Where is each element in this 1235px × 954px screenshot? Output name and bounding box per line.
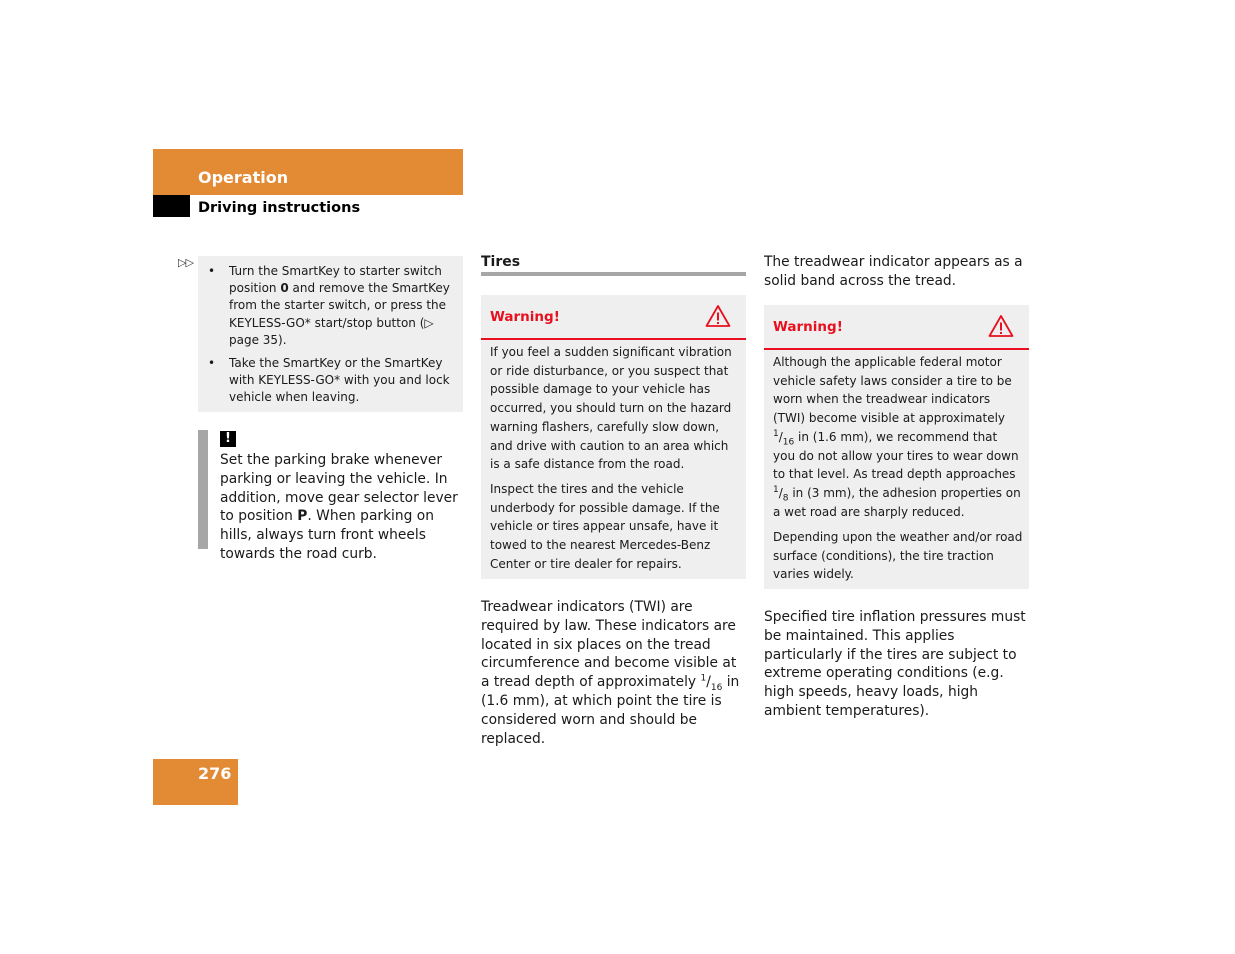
- warning-paragraph: Inspect the tires and the vehicle underbody for possible damage. If the vehicle or tires appear unsafe, have it towed to the nearest Mercedes-Benz Center or tire dealer for repairs.: [490, 482, 720, 571]
- warning-triangle-icon: [705, 304, 731, 328]
- intro-paragraph: The treadwear indicator appears as a solid band across the tread.: [764, 254, 1023, 289]
- note-text: Set the parking brake whenever parking or leaving the vehicle. In addition, move gear selector lever to position P. When parking on hills, always turn front wheels towards the road curb.: [220, 452, 458, 562]
- continued-marker: ▷▷: [178, 256, 193, 269]
- attention-icon: !: [220, 431, 236, 447]
- section-title: Operation: [198, 168, 289, 187]
- body-paragraph: Treadwear indicators (TWI) are required by law. These indicators are located in six places on the tread circumference and become visible at a tread depth of approximately $^1/_{16}$ in (1.6 mm), at which point the tire is considered worn and should be replaced.: [481, 599, 740, 747]
- warning-rule: [481, 338, 746, 340]
- bullet-point: •: [208, 356, 216, 370]
- note-sidebar: [198, 430, 208, 549]
- page-number: 276: [198, 764, 232, 783]
- subsection-title: Driving instructions: [198, 200, 361, 216]
- bullet-point: •: [208, 264, 216, 278]
- warning-box: [481, 295, 746, 579]
- bullet-list-box: [198, 256, 463, 412]
- warning-triangle-icon: [988, 314, 1014, 338]
- list-item-text: Turn the SmartKey to starter switch position 0 and remove the SmartKey from the starter switch, or press the KEYLESS-GO* start/stop button (▷ page 35).: [229, 264, 450, 347]
- warning-title: Warning!: [490, 309, 560, 325]
- section-heading: Tires: [481, 254, 521, 270]
- subsection-marker: [153, 195, 190, 217]
- warning-paragraph: If you feel a sudden significant vibration or ride disturbance, or you suspect that possible damage to your vehicle has occurred, you should turn on the hazard warning flashers, carefully slow down, and drive with caution to an area which is a safe distance from the road.: [490, 345, 732, 472]
- warning-rule: [764, 348, 1029, 350]
- heading-rule: [481, 272, 746, 276]
- warning-title: Warning!: [773, 319, 843, 335]
- warning-paragraph: Depending upon the weather and/or road surface (conditions), the tire traction varies widely.: [773, 530, 1023, 582]
- list-item-text: Take the SmartKey or the SmartKey with KEYLESS-GO* with you and lock vehicle when leaving.: [229, 356, 450, 405]
- warning-box: [764, 305, 1029, 589]
- warning-paragraph: Although the applicable federal motor vehicle safety laws consider a tire to be worn when the treadwear indicators (TWI) become visible at approximately $^1/_{16}$ in (1.6 mm), we recommend that you do not allow your tires to wear down to that level. As tread depth approaches $^1/_8$ in (3 mm), the adhesion properties on a wet road are sharply reduced.: [773, 355, 1021, 519]
- body-paragraph: Specified tire inflation pressures must be maintained. This applies particularly if the tires are subject to extreme operating conditions (e.g. high speeds, heavy loads, high ambient temperatures).: [764, 609, 1026, 719]
